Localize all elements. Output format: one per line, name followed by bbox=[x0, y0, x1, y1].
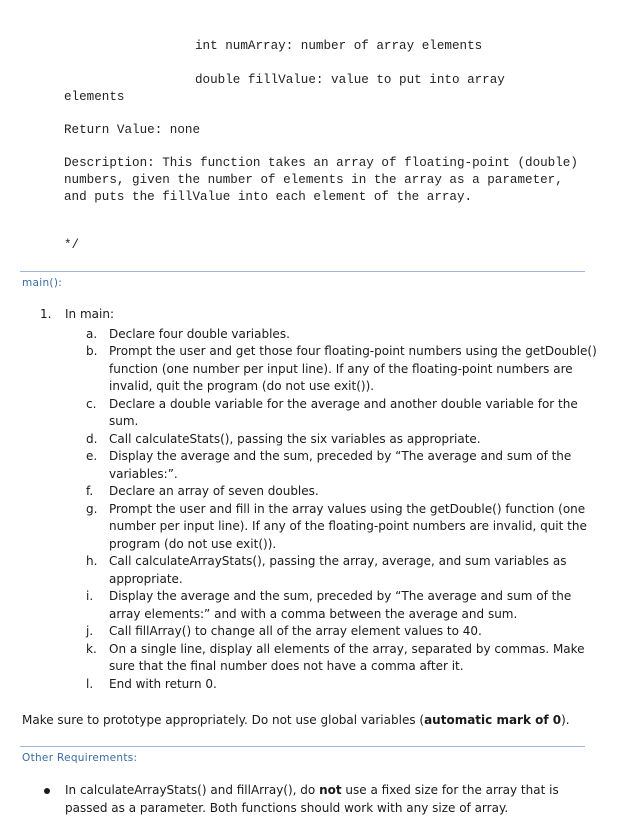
main-substep-text: Prompt the user and fill in the array values using the getDouble() function (one number per input line). If any of the floating-point numbers are invalid, quit the program (do not use exit()). bbox=[109, 501, 587, 551]
main-substep-item bbox=[83, 641, 600, 676]
main-substep-letter: b. bbox=[86, 344, 98, 358]
section-divider-main bbox=[20, 271, 585, 272]
requirement-bold: not bbox=[319, 783, 342, 797]
main-substep-text: Call calculateArrayStats(), passing the array, average, and sum variables as appropriate. bbox=[109, 554, 567, 586]
section-label-other: Other Requirements: bbox=[22, 752, 138, 764]
main-substep-item bbox=[83, 676, 600, 694]
main-substep-text: End with return 0. bbox=[109, 676, 217, 691]
code-return-value: Return Value: none bbox=[64, 123, 201, 137]
main-substep-item bbox=[83, 588, 600, 623]
main-substep-letter: d. bbox=[86, 431, 98, 446]
main-substep-letter: h. bbox=[86, 554, 98, 568]
code-comment-end: */ bbox=[64, 238, 80, 252]
other-requirement-item bbox=[44, 782, 592, 817]
section-divider-other bbox=[20, 746, 585, 747]
code-param-fillvalue-wrap: elements bbox=[64, 90, 125, 104]
prototype-note-prefix: Make sure to prototype appropriately. Do not use global variables ( bbox=[22, 713, 425, 727]
main-substep-letter: f. bbox=[86, 484, 94, 498]
main-substep-letter: l. bbox=[86, 676, 94, 691]
main-substep-item bbox=[83, 343, 600, 396]
main-substep-text: Declare an array of seven doubles. bbox=[109, 484, 319, 498]
main-substep-item bbox=[83, 396, 600, 431]
main-substep-letter: i. bbox=[86, 589, 94, 603]
code-description: Description: This function takes an array of floating-point (double) numbers, given the number of elements in the array as a parameter, and puts the fillValue into each element of the array. bbox=[64, 156, 586, 204]
bullet-icon bbox=[44, 788, 50, 794]
main-substep-text: Declare a double variable for the average and another double variable for the sum. bbox=[109, 396, 578, 428]
main-step-number: 1. bbox=[40, 307, 52, 321]
main-substep-text: Display the average and the sum, preceded by “The average and sum of the array elements:” and with a comma between the average and sum. bbox=[109, 589, 572, 621]
main-substep-item bbox=[83, 553, 600, 588]
main-substeps bbox=[83, 326, 600, 694]
prototype-note bbox=[22, 712, 602, 730]
main-substep-text: Prompt the user and get those four floating-point numbers using the getDouble() function (one number per input line). If any of the floating-point numbers are invalid, quit the program (do not use exit()). bbox=[109, 344, 597, 393]
requirement-prefix: In calculateArrayStats() and fillArray(), do bbox=[65, 783, 320, 797]
main-substep-item bbox=[83, 483, 600, 501]
main-substep-item bbox=[83, 501, 600, 554]
requirement-suffix: use a fixed size for the array that is passed as a parameter. Both functions should work with any size of array. bbox=[65, 783, 559, 815]
main-substep-text: On a single line, display all elements of the array, separated by commas. Make sure that the final number does not have a comma after it. bbox=[109, 641, 585, 673]
main-substep-letter: e. bbox=[86, 449, 98, 463]
main-substep-item bbox=[83, 623, 600, 641]
main-steps-list bbox=[40, 306, 600, 693]
section-label-main: main(): bbox=[22, 277, 63, 289]
main-substep-item bbox=[83, 448, 600, 483]
main-substep-item bbox=[83, 326, 600, 344]
main-substep-item bbox=[83, 431, 600, 449]
other-requirements-list bbox=[44, 782, 592, 817]
main-substep-letter: g. bbox=[86, 501, 98, 516]
main-step-text: In main: bbox=[65, 307, 114, 321]
main-substep-letter: j. bbox=[86, 624, 94, 638]
main-substep-letter: c. bbox=[86, 396, 97, 411]
main-substep-text: Call fillArray() to change all of the array element values to 40. bbox=[109, 624, 482, 638]
main-substep-letter: a. bbox=[86, 326, 98, 341]
prototype-note-suffix: ). bbox=[561, 713, 570, 727]
main-step-1 bbox=[40, 306, 600, 693]
main-substep-letter: k. bbox=[86, 641, 97, 656]
code-param-numarray: int numArray: number of array elements bbox=[195, 39, 483, 53]
main-substep-text: Display the average and the sum, preceded by “The average and sum of the variables:”. bbox=[109, 449, 572, 481]
main-substep-text: Call calculateStats(), passing the six variables as appropriate. bbox=[109, 431, 481, 446]
main-substep-text: Declare four double variables. bbox=[109, 326, 290, 341]
prototype-note-bold: automatic mark of 0 bbox=[424, 713, 562, 727]
code-param-fillvalue: double fillValue: value to put into array bbox=[195, 73, 505, 87]
